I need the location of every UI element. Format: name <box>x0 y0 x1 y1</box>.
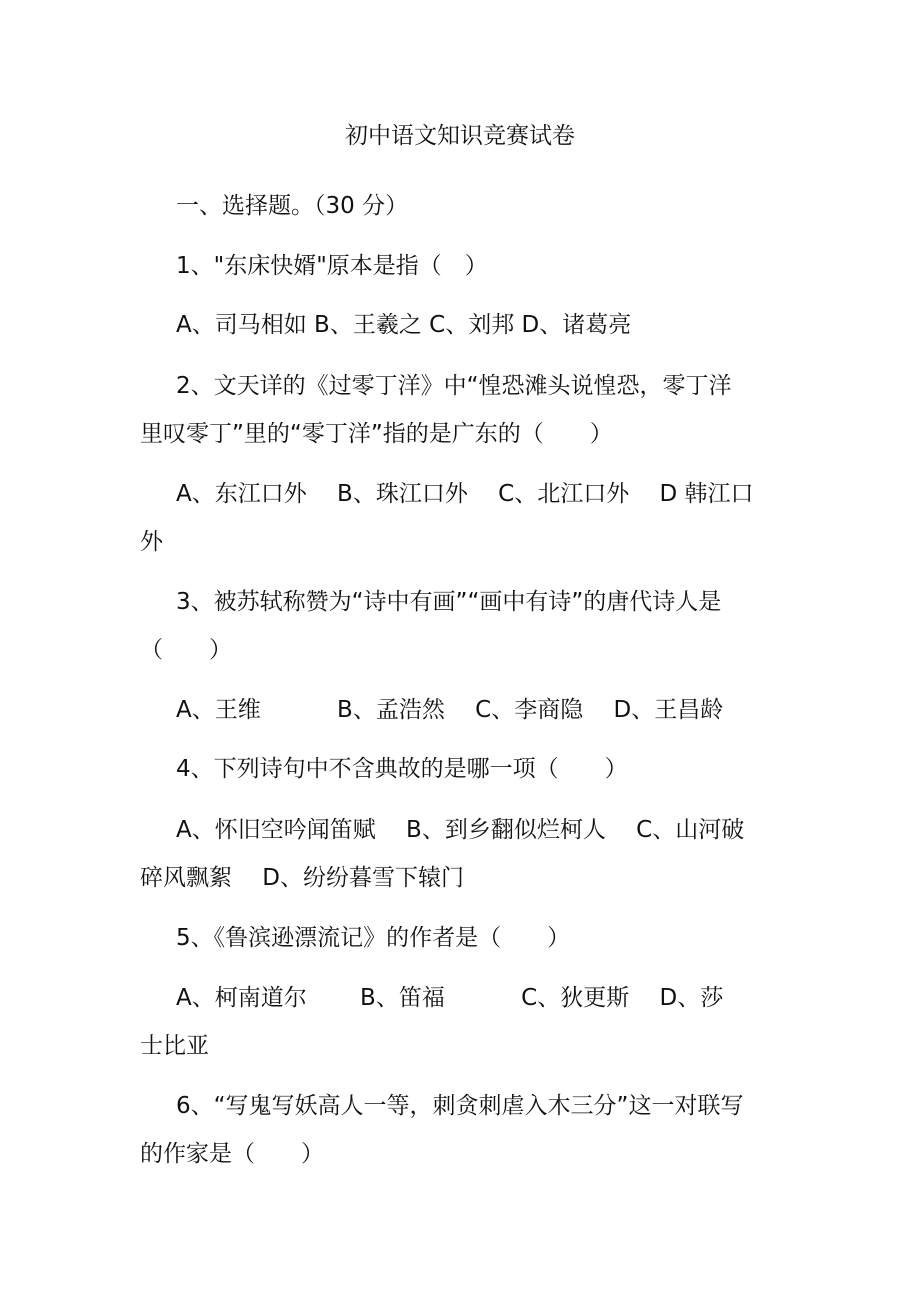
question-2-options: A、东江口外 B、珠江口外 C、北江口外 D 韩江口 <box>176 481 754 507</box>
question-4-options: A、怀旧空吟闻笛赋 B、到乡翻似烂柯人 C、山河破 <box>176 817 745 843</box>
question-1: 1、"东床快婿"原本是指（ ） <box>176 253 488 279</box>
page-title: 初中语文知识竞赛试卷 <box>345 123 575 149</box>
question-2-continued: 里叹零丁”里的“零丁洋”指的是广东的（ ） <box>140 421 613 447</box>
question-1-options: A、司马相如 B、王羲之 C、刘邦 D、诸葛亮 <box>176 312 632 338</box>
question-4-options-continued: 碎风飘絮 D、纷纷暮雪下辕门 <box>140 865 465 891</box>
question-4: 4、下列诗句中不含典故的是哪一项（ ） <box>176 756 628 782</box>
question-2-options-continued: 外 <box>140 529 163 555</box>
question-5: 5、《鲁滨逊漂流记》的作者是（ ） <box>176 925 571 951</box>
question-3-options: A、王维 B、孟浩然 C、李商隐 D、王昌龄 <box>176 697 724 723</box>
question-5-options-continued: 士比亚 <box>140 1033 209 1059</box>
question-3-continued: （ ） <box>140 637 232 663</box>
question-6: 6、“写鬼写妖高人一等，刺贪刺虐入木三分”这一对联写 <box>176 1093 744 1119</box>
question-2: 2、文天详的《过零丁洋》中“惶恐滩头说惶恐，零丁洋 <box>176 373 732 399</box>
question-5-options: A、柯南道尔 B、笛福 C、狄更斯 D、莎 <box>176 985 724 1011</box>
question-6-continued: 的作家是（ ） <box>140 1141 324 1167</box>
section-heading: 一、选择题。（30 分） <box>176 193 409 219</box>
question-3: 3、被苏轼称赞为“诗中有画”“画中有诗”的唐代诗人是 <box>176 589 722 615</box>
